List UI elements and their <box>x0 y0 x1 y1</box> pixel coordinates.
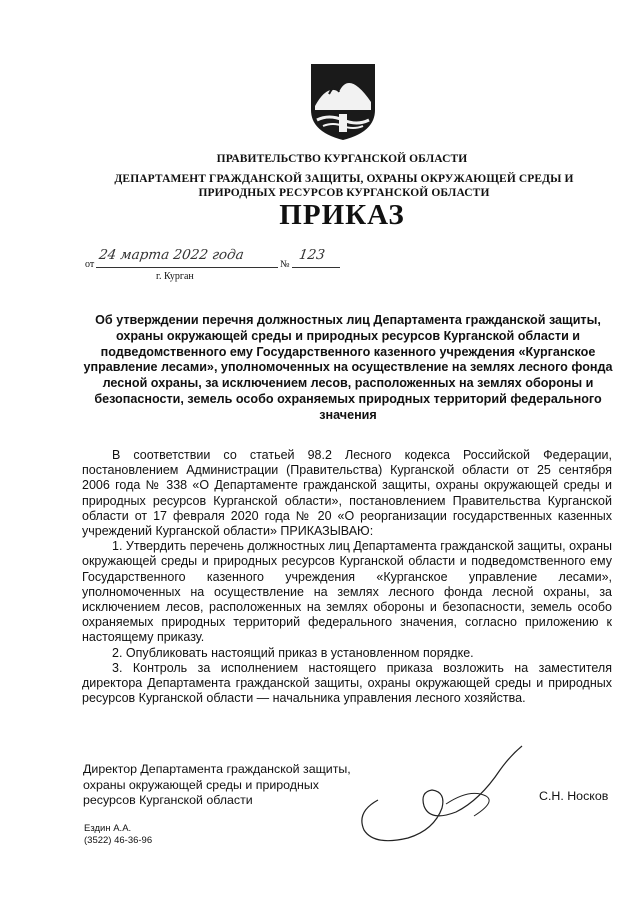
date-prefix: от <box>85 259 95 270</box>
city: г. Курган <box>156 271 194 282</box>
executor-info <box>84 823 152 846</box>
executor-phone: (3522) 46-36-96 <box>84 834 153 846</box>
handwritten-signature <box>350 742 530 852</box>
government-name: ПРАВИТЕЛЬСТВО КУРГАНСКОЙ ОБЛАСТИ <box>216 153 468 165</box>
order-subject: Об утверждении перечня должностных лиц Департамента гражданской защиты, охраны окружающей среды и природных ресурсов Курганской области и подведомственного ему Государственного казенного учреждения «Курганское управление лесами», уполномоченных на осуществление на землях лесного фонда лесной охраны, за исключением лесов, расположенных на землях обороны и безопасности, земель особо охраняемых природных территорий федерального значения <box>83 313 613 422</box>
signatory-position <box>83 762 351 809</box>
document-title: ПРИКАЗ <box>279 199 405 231</box>
order-item-3: 3. Контроль за исполнением настоящего приказа возложить на заместителя директора Департамента гражданской защиты, охраны окружающей среды и природных ресурсов Курганской области — начальника управления лесного хозяйства. <box>82 660 612 706</box>
order-item-1: 1. Утвердить перечень должностных лиц Департамента гражданской защиты, охраны окружающей среды и природных ресурсов Курганской области и подведомственного ему Государственного казенного учреждения «Курганское управление лесами», уполномоченных на осуществление на землях лесного фонда лесной охраны, за исключением лесов, расположенных на землях обороны и безопасности, земель особо охраняемых природных территорий федерального значения, согласно приложению к настоящему приказу. <box>82 539 612 645</box>
department-name-line1: ДЕПАРТАМЕНТ ГРАЖДАНСКОЙ ЗАЩИТЫ, ОХРАНЫ ОКРУЖАЮЩЕЙ СРЕДЫ И <box>114 173 574 185</box>
number-handwritten: 123 <box>297 247 326 263</box>
order-body <box>82 448 612 706</box>
number-underline <box>292 267 340 268</box>
kurgan-coat-of-arms-icon <box>309 62 377 142</box>
department-name <box>24 172 640 200</box>
executor-name: Ездин А.А. <box>84 823 132 834</box>
position-line3: ресурсов Курганской области <box>83 793 253 807</box>
number-prefix: № <box>280 259 290 270</box>
signatory-name: С.Н. Носков <box>539 789 609 803</box>
date-underline <box>96 267 278 268</box>
department-name-line2: ПРИРОДНЫХ РЕСУРСОВ КУРГАНСКОЙ ОБЛАСТИ <box>198 187 490 199</box>
position-line1: Директор Департамента гражданской защиты, <box>83 762 351 776</box>
preamble-paragraph: В соответствии со статьей 98.2 Лесного кодекса Российской Федерации, постановлением Администрации (Правительства) Курганской области от 25 сентября 2006 года № 338 «О Департаменте гражданской защиты, охраны окружающей среды и природных ресурсов Курганской области», постановлением Правительства Курганской области от 17 февраля 2020 года № 20 «О реорганизации государственных казенных учреждений Курганской области» ПРИКАЗЫВАЮ: <box>82 448 612 539</box>
order-item-2: 2. Опубликовать настоящий приказ в установленном порядке. <box>112 645 474 660</box>
position-line2: охраны окружающей среды и природных <box>83 777 319 792</box>
date-handwritten: 24 марта 2022 года <box>97 247 245 263</box>
